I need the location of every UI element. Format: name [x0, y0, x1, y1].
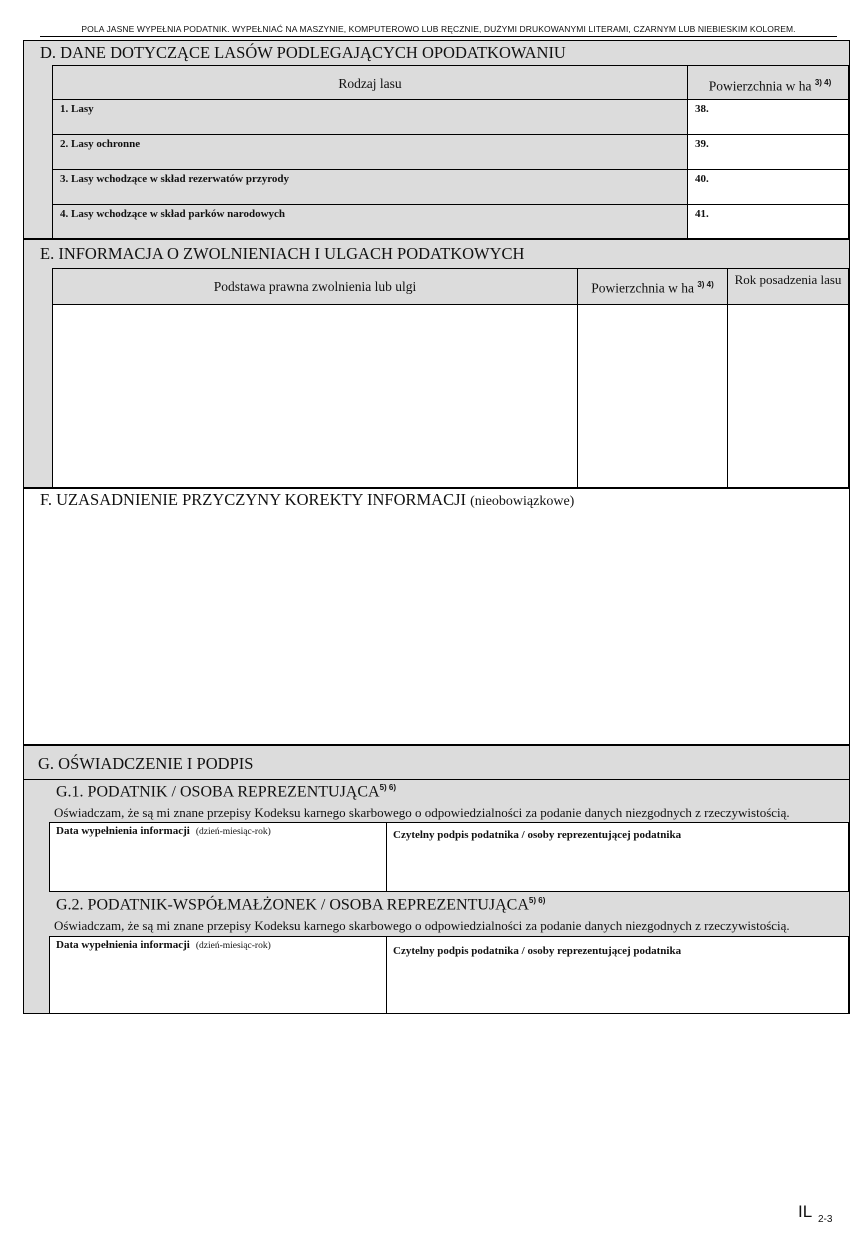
- header-rule: [40, 36, 837, 37]
- section-divider: [23, 238, 850, 240]
- section-f-title-wrap: [40, 492, 574, 509]
- field-number: 40.: [695, 173, 709, 185]
- row-label: 2. Lasy ochronne: [60, 138, 141, 150]
- header-note: POLA JASNE WYPEŁNIA PODATNIK. WYPEŁNIAĆ NA MASZYNIE, KOMPUTEROWO LUB RĘCZNIE, DUŻYMI DRUKOWANYMI LITERAMI, CZARNYM LUB NIEBIESKIM KOLOREM.: [81, 24, 796, 34]
- col-area-label: Powierzchnia w ha: [591, 280, 694, 296]
- row-label: 1. Lasy: [60, 103, 94, 115]
- correction-justification-field[interactable]: [24, 487, 849, 746]
- section-e-title: E. INFORMACJA O ZWOLNIENIACH I ULGACH PODATKOWYCH: [40, 244, 525, 263]
- col-year-label: Rok posadzenia lasu: [734, 272, 842, 287]
- field-41-parks-area[interactable]: [687, 204, 849, 239]
- section-d-row-forests: [52, 99, 688, 135]
- g1-footnote: 5) 6): [379, 783, 397, 792]
- g2-statement: Oświadczam, że są mi znane przepisy Kodeksu karnego skarbowego o odpowiedzialności za podanie danych niezgodnych z rzeczywistością.: [54, 918, 790, 933]
- field-number: 39.: [695, 138, 709, 150]
- row-label: 3. Lasy wchodzące w skład rezerwatów przyrody: [60, 173, 290, 185]
- section-g1-title: G.1. PODATNIK / OSOBA REPREZENTUJĄCA: [56, 783, 380, 801]
- section-g-title: G. OŚWIADCZENIE I PODPIS: [38, 754, 254, 773]
- section-d-row-parks: [52, 204, 688, 239]
- exemption-area-field[interactable]: [577, 304, 728, 488]
- field-39-protective-area[interactable]: [687, 134, 849, 170]
- col-area-footnote: 3) 4): [697, 280, 714, 289]
- col-type-label: Rodzaj lasu: [338, 76, 402, 91]
- section-g-divider: [24, 779, 849, 780]
- signature-label: Czytelny podpis podatnika / osoby reprezentującej podatnika: [393, 945, 682, 957]
- section-e-col-year-header: [727, 268, 849, 305]
- row-label: 4. Lasy wchodzące w skład parków narodowych: [60, 208, 286, 220]
- date-hint: (dzień-miesiąc-rok): [195, 827, 271, 837]
- g1-signature-field[interactable]: [386, 822, 849, 892]
- field-number: 38.: [695, 103, 709, 115]
- exemption-basis-field[interactable]: [52, 304, 578, 488]
- section-f-title: F. UZASADNIENIE PRZYCZYNY KOREKTY INFORMACJI: [40, 490, 467, 509]
- page-number: 2-3: [818, 1214, 833, 1225]
- section-g1-title-wrap: [56, 784, 396, 800]
- section-g2-title: G.2. PODATNIK-WSPÓŁMAŁŻONEK / OSOBA REPREZENTUJĄCA: [56, 896, 529, 914]
- section-g2-title-wrap: [56, 897, 545, 913]
- planting-year-field[interactable]: [727, 304, 849, 488]
- field-38-forests-area[interactable]: [687, 99, 849, 135]
- form-code: IL: [798, 1202, 813, 1221]
- col-basis-label: Podstawa prawna zwolnienia lub ulgi: [213, 279, 417, 294]
- col-area-footnote: 3) 4): [814, 78, 832, 87]
- section-d-row-reserves: [52, 169, 688, 205]
- field-40-reserves-area[interactable]: [687, 169, 849, 205]
- section-e-col-basis-header: [52, 268, 578, 305]
- g2-date-field[interactable]: [49, 936, 387, 1014]
- section-d-title: D. DANE DOTYCZĄCE LASÓW PODLEGAJĄCYCH OPODATKOWANIU: [40, 43, 566, 62]
- signature-label: Czytelny podpis podatnika / osoby reprezentującej podatnika: [393, 829, 682, 841]
- section-d-row-protective: [52, 134, 688, 170]
- section-d-col-area-header: [687, 65, 849, 100]
- g1-date-field[interactable]: [49, 822, 387, 892]
- section-f-optional-note: (nieobowiązkowe): [470, 494, 575, 509]
- g2-footnote: 5) 6): [528, 896, 546, 905]
- section-d-col-type-header: [52, 65, 688, 100]
- field-number: 41.: [695, 208, 709, 220]
- date-label: Data wypełnienia informacji: [56, 939, 190, 951]
- g1-statement: Oświadczam, że są mi znane przepisy Kodeksu karnego skarbowego o odpowiedzialności za podanie danych niezgodnych z rzeczywistością.: [54, 805, 790, 820]
- date-hint: (dzień-miesiąc-rok): [195, 941, 271, 951]
- section-e-col-area-header: [577, 268, 728, 305]
- g2-signature-field[interactable]: [386, 936, 849, 1014]
- date-label: Data wypełnienia informacji: [56, 825, 190, 837]
- col-area-label: Powierzchnia w ha: [708, 78, 812, 94]
